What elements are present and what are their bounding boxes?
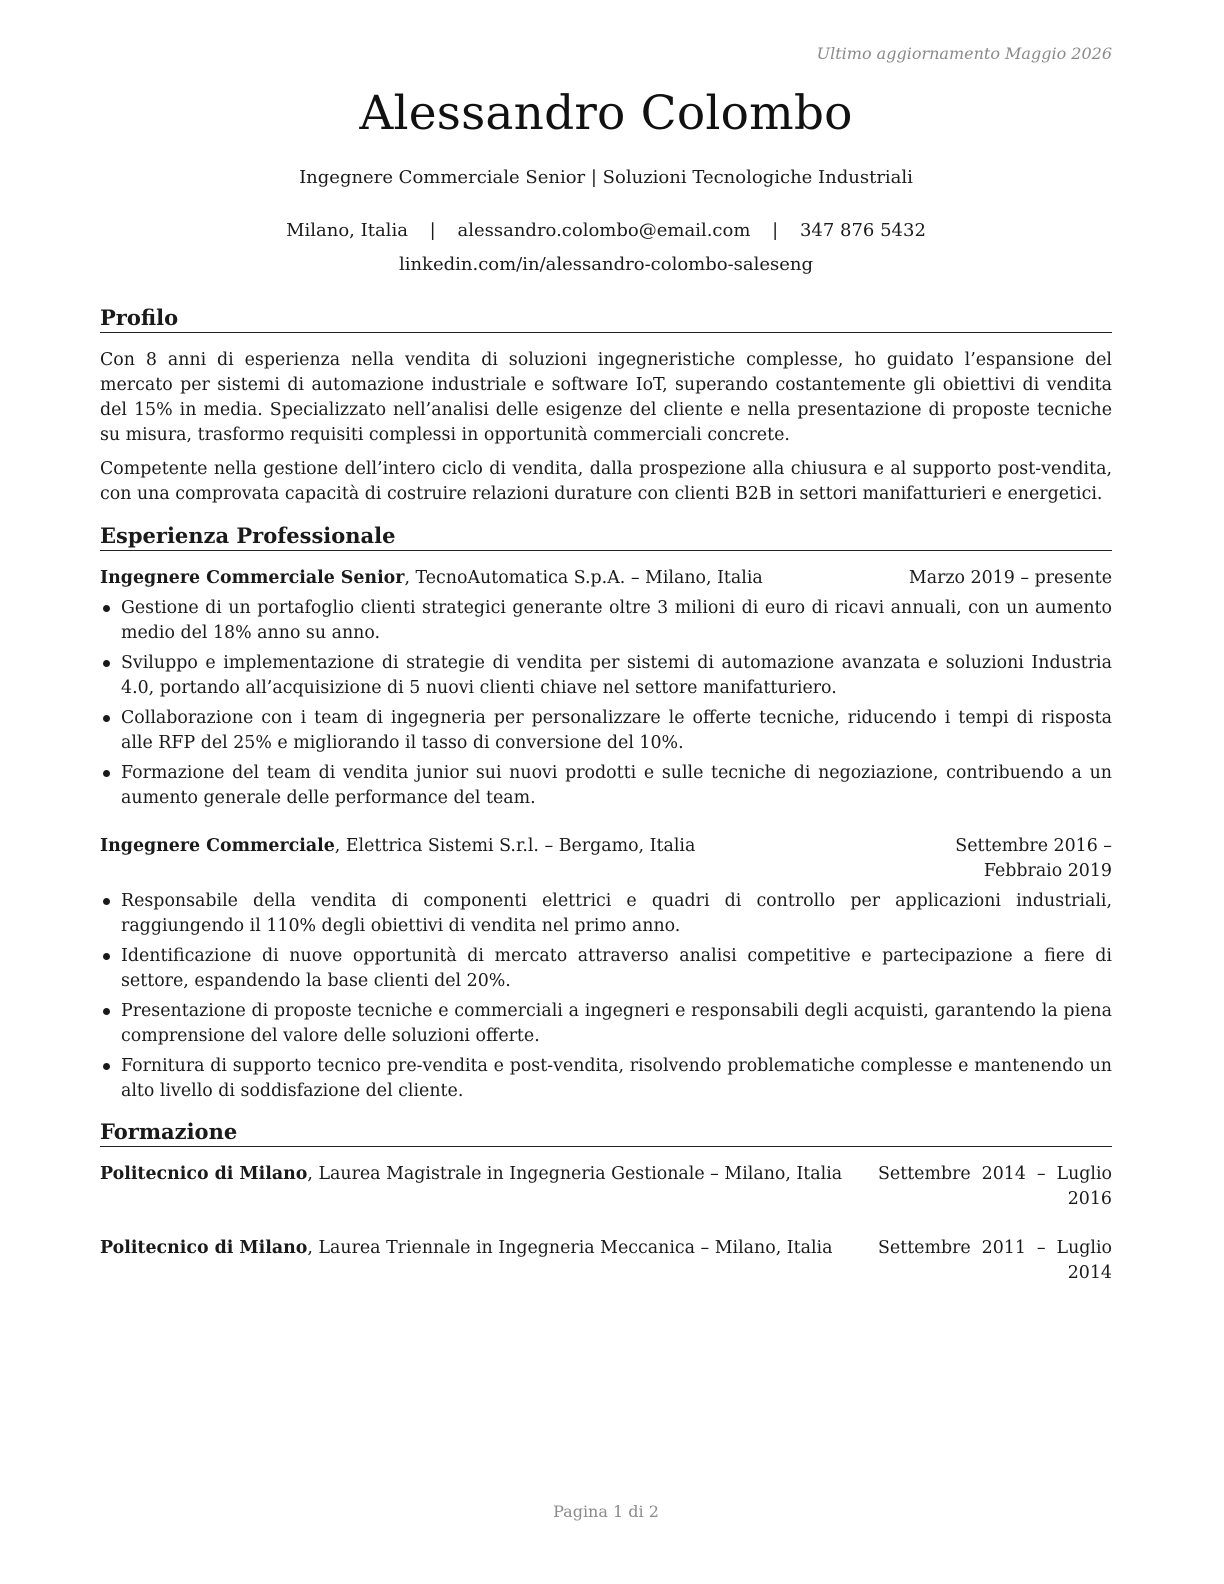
- job-company: , TecnoAutomatica S.p.A. – Milano, Italia: [404, 568, 763, 588]
- job-header: [100, 566, 1112, 591]
- education-dates: Settembre 2014 – Luglio 2016: [878, 1164, 1112, 1209]
- section-title-profile: Profilo: [100, 305, 1112, 333]
- bullet-icon: [103, 605, 110, 612]
- bullet-icon: [103, 715, 110, 722]
- education-dates: Settembre 2011 – Luglio 2014: [878, 1238, 1112, 1283]
- education-entry: [100, 1162, 1112, 1209]
- list-item: Identificazione di nuove opportunità di mercato attraverso analisi competitive e partecipazione a fiere di settore, espandendo la base clienti del 20%.: [100, 944, 1112, 994]
- list-item: Sviluppo e implementazione di strategie di vendita per sistemi di automazione avanzata e soluzioni Industria 4.0, portando all’acquisizione di 5 nuovi clienti chiave nel settore manifatturiero.: [100, 651, 1112, 701]
- list-item: Formazione del team di vendita junior sui nuovi prodotti e sulle tecniche di negoziazione, contribuendo a un aumento generale delle performance del team.: [100, 761, 1112, 811]
- job-bullets: [100, 889, 1112, 1109]
- contact-phone: 347 876 5432: [799, 220, 926, 241]
- list-item: Fornitura di supporto tecnico pre-vendita e post-vendita, risolvendo problematiche complesse e mantenendo un alto livello di soddisfazione del cliente.: [100, 1054, 1112, 1104]
- education-degree: , Laurea Triennale in Ingegneria Meccanica – Milano, Italia: [307, 1238, 833, 1258]
- job-dates: Settembre 2016 – Febbraio 2019: [955, 836, 1112, 881]
- education-school: Politecnico di Milano: [100, 1164, 308, 1184]
- contact-linkedin[interactable]: linkedin.com/in/alessandro-colombo-saleseng: [398, 254, 814, 275]
- contact-separator: |: [772, 220, 779, 241]
- profile-paragraph: Con 8 anni di esperienza nella vendita di soluzioni ingegneristiche complesse, ho guidato l’espansione del mercato per sistemi di automazione industriale e software IoT, superando costantemente gli obiettivi di vendita del 15% in media. Specializzato nell’analisi delle esigenze del cliente e nella presentazione di proposte tecniche su misura, trasformo requisiti complessi in opportunità commerciali concrete.: [100, 350, 1112, 445]
- profile-paragraph: Competente nella gestione dell’intero ciclo di vendita, dalla prospezione alla chiusura e al supporto post-vendita, con una comprovata capacità di costruire relazioni durature con clienti B2B in settori manifatturieri e energetici.: [100, 459, 1112, 504]
- candidate-name: Alessandro Colombo: [359, 86, 853, 141]
- list-item: Collaborazione con i team di ingegneria per personalizzare le offerte tecniche, riducendo i tempi di risposta alle RFP del 25% e migliorando il tasso di conversione del 10%.: [100, 706, 1112, 756]
- job-role: Ingegnere Commerciale: [100, 836, 335, 856]
- last-updated-note: Ultimo aggiornamento Maggio 2026: [816, 44, 1112, 63]
- contact-separator: |: [429, 220, 436, 241]
- job-dates: Marzo 2019 – presente: [908, 568, 1112, 588]
- section-title-experience: Esperienza Professionale: [100, 523, 1112, 551]
- list-item: Presentazione di proposte tecniche e commerciali a ingegneri e responsabili degli acquisti, garantendo la piena comprensione del valore delle soluzioni offerte.: [100, 999, 1112, 1049]
- job-bullets: [100, 596, 1112, 816]
- list-item: Responsabile della vendita di componenti elettrici e quadri di controllo per applicazioni industriali, raggiungendo il 110% degli obiettivi di vendita nel primo anno.: [100, 889, 1112, 939]
- section-title-education: Formazione: [100, 1119, 1112, 1147]
- bullet-icon: [103, 770, 110, 777]
- candidate-headline: Ingegnere Commerciale Senior | Soluzioni Tecnologiche Industriali: [299, 167, 913, 188]
- contact-email[interactable]: alessandro.colombo@email.com: [457, 220, 751, 241]
- education-entry: [100, 1236, 1112, 1283]
- list-item: Gestione di un portafoglio clienti strategici generante oltre 3 milioni di euro di ricavi annuali, con un aumento medio del 18% anno su anno.: [100, 596, 1112, 646]
- job-header: [100, 834, 1112, 881]
- bullet-icon: [103, 953, 110, 960]
- bullet-icon: [103, 1063, 110, 1070]
- education-school: Politecnico di Milano: [100, 1238, 308, 1258]
- contact-location: Milano, Italia: [286, 220, 408, 241]
- resume-page: [100, 0, 1112, 1584]
- page-number: Pagina 1 di 2: [553, 1502, 659, 1521]
- job-company: , Elettrica Sistemi S.r.l. – Bergamo, Italia: [334, 836, 696, 856]
- job-role: Ingegnere Commerciale Senior: [100, 568, 405, 588]
- education-degree: , Laurea Magistrale in Ingegneria Gestionale – Milano, Italia: [307, 1164, 843, 1184]
- bullet-icon: [103, 1008, 110, 1015]
- contact-line: [100, 220, 1112, 241]
- bullet-icon: [103, 898, 110, 905]
- bullet-icon: [103, 660, 110, 667]
